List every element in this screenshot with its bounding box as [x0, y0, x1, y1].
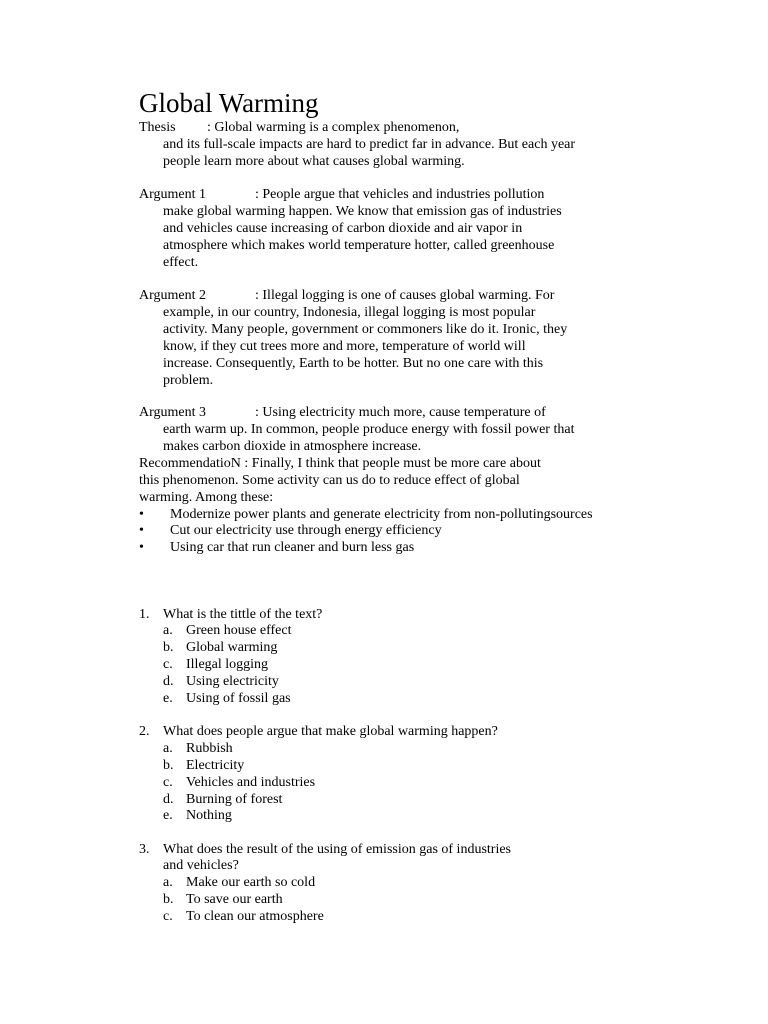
option-text: To clean our atmosphere [186, 909, 324, 924]
question-text: and vehicles? [163, 858, 239, 873]
option-letter: c. [163, 909, 173, 924]
question-text: What does the result of the using of emission gas of industries [163, 842, 511, 857]
option-text: Illegal logging [186, 657, 269, 672]
question-text: What is the tittle of the text? [163, 607, 323, 622]
option-text: Green house effect [186, 623, 292, 638]
recommendation-line: warming. Among these: [139, 490, 274, 505]
argument-1-line: make global warming happen. We know that emission gas of industries [163, 204, 562, 219]
option-text: Vehicles and industries [186, 775, 316, 790]
question-text: What does people argue that make global warming happen? [163, 724, 498, 739]
option-text: Nothing [186, 808, 232, 823]
thesis-label: Thesis [139, 120, 176, 135]
argument-3-line: : Using electricity much more, cause temperature of [255, 405, 546, 420]
argument-1-line: atmosphere which makes world temperature hotter, called greenhouse [163, 238, 555, 253]
argument-2-line: : Illegal logging is one of causes global warming. For [255, 288, 555, 303]
question-number: 3. [139, 842, 150, 857]
bullet-icon: • [139, 507, 144, 522]
argument-2-line: problem. [163, 373, 214, 388]
option-letter: c. [163, 775, 173, 790]
option-letter: b. [163, 640, 174, 655]
argument-1-line: : People argue that vehicles and industries pollution [255, 187, 545, 202]
option-text: Electricity [186, 758, 245, 773]
option-letter: b. [163, 758, 174, 773]
argument-2-line: activity. Many people, government or commoners like do it. Ironic, they [163, 322, 568, 337]
recommendation-line: this phenomenon. Some activity can us do to reduce effect of global [139, 473, 520, 488]
option-letter: b. [163, 892, 174, 907]
recommendation-bullet-item: Using car that run cleaner and burn less gas [170, 540, 415, 555]
option-letter: a. [163, 741, 173, 756]
argument-2-label: Argument 2 [139, 288, 207, 303]
bullet-icon: • [139, 540, 144, 555]
argument-3-line: makes carbon dioxide in atmosphere increase. [163, 439, 422, 454]
option-letter: a. [163, 875, 173, 890]
argument-3-line: earth warm up. In common, people produce energy with fossil power that [163, 422, 575, 437]
option-text: To save our earth [186, 892, 283, 907]
option-text: Global warming [186, 640, 278, 655]
option-text: Using electricity [186, 674, 279, 689]
option-letter: d. [163, 792, 174, 807]
option-letter: a. [163, 623, 173, 638]
document-title: Global Warming [139, 88, 319, 118]
option-text: Using of fossil gas [186, 691, 291, 706]
option-letter: e. [163, 691, 173, 706]
option-letter: c. [163, 657, 173, 672]
thesis-line: : Global warming is a complex phenomenon, [207, 120, 460, 135]
argument-2-line: increase. Consequently, Earth to be hotter. But no one care with this [163, 356, 544, 371]
argument-3-label: Argument 3 [139, 405, 207, 420]
recommendation-bullet-item: Modernize power plants and generate electricity from non-pollutingsources [170, 507, 593, 522]
argument-2-line: example, in our country, Indonesia, illegal logging is most popular [163, 305, 536, 320]
argument-2-line: know, if they cut trees more and more, temperature of world will [163, 339, 526, 354]
thesis-line: people learn more about what causes global warming. [163, 154, 465, 169]
thesis-line: and its full-scale impacts are hard to predict far in advance. But each year [163, 137, 576, 152]
option-letter: e. [163, 808, 173, 823]
recommendation-bullet-item: Cut our electricity use through energy efficiency [170, 523, 442, 538]
argument-1-label: Argument 1 [139, 187, 207, 202]
argument-1-line: effect. [163, 255, 199, 270]
option-text: Make our earth so cold [186, 875, 316, 890]
question-number: 2. [139, 724, 150, 739]
argument-1-line: and vehicles cause increasing of carbon dioxide and air vapor in [163, 221, 523, 236]
option-text: Burning of forest [186, 792, 283, 807]
option-text: Rubbish [186, 741, 233, 756]
option-letter: d. [163, 674, 174, 689]
bullet-icon: • [139, 523, 144, 538]
recommendation-line: RecommendatioN : Finally, I think that people must be more care about [139, 456, 541, 471]
question-number: 1. [139, 607, 150, 622]
